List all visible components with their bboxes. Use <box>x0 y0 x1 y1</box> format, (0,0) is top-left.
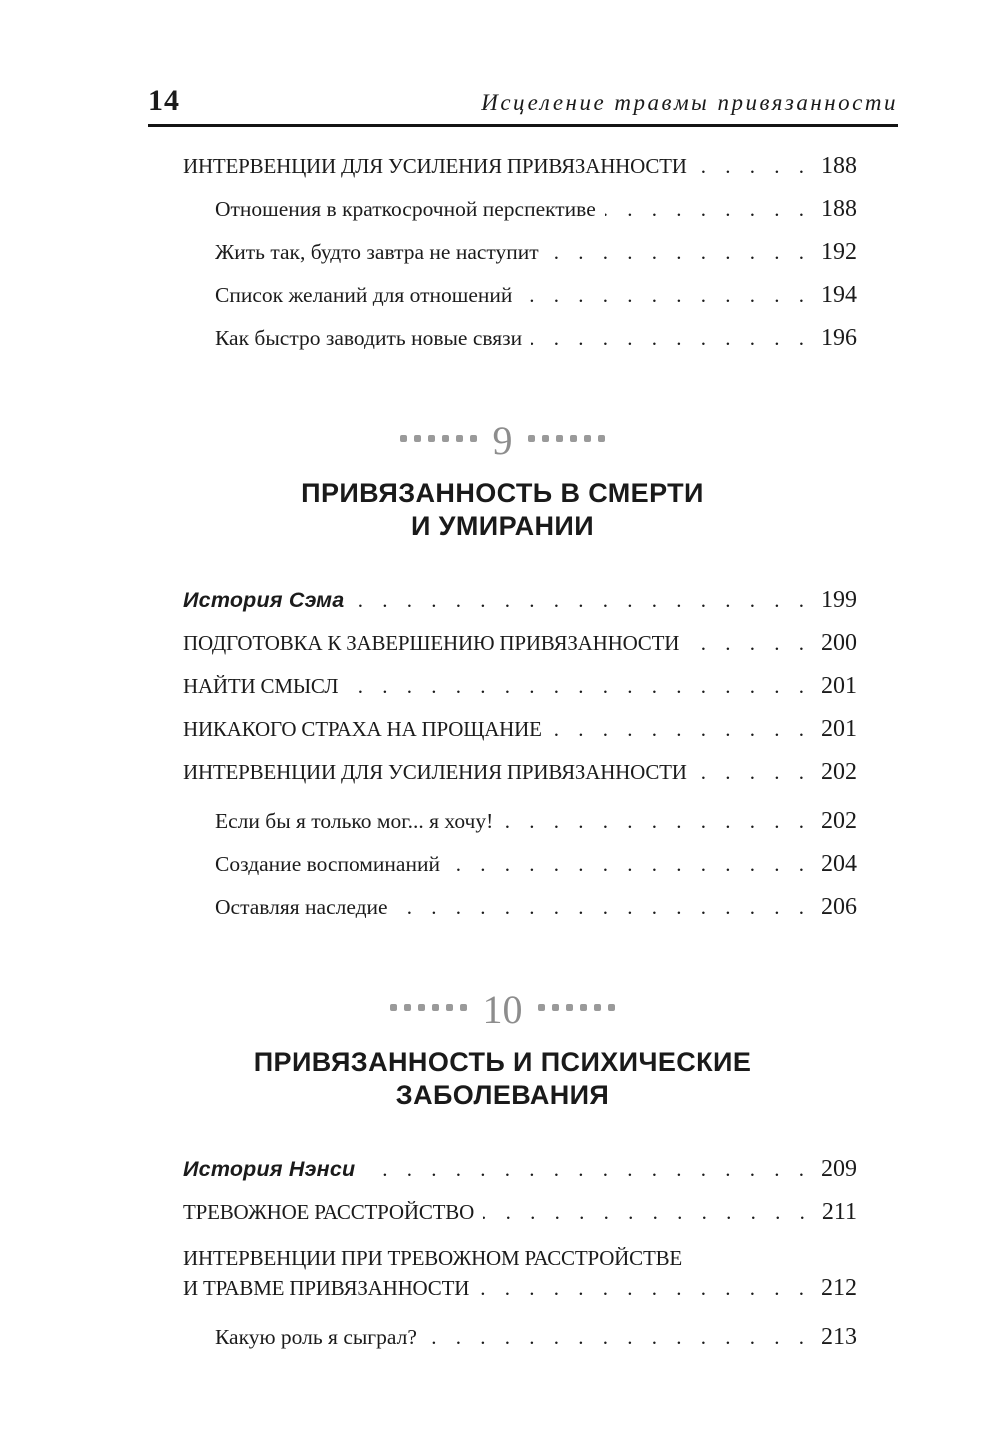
dot-leader <box>364 1156 811 1182</box>
toc-entry-label: Как быстро заводить новые связи <box>215 326 523 350</box>
toc-entry-page: 212 <box>821 1275 857 1301</box>
toc-entry <box>148 1324 857 1350</box>
toc-entry-page: 213 <box>821 1324 857 1350</box>
dot-leader <box>548 239 811 265</box>
toc-entry <box>148 759 857 785</box>
toc-entry-label: Создание воспоминаний <box>215 852 440 876</box>
toc-entry-label: ИНТЕРВЕНЦИИ ДЛЯ УСИЛЕНИЯ ПРИВЯЗАННОСТИ <box>183 154 687 178</box>
running-title: Исцеление травмы привязанности <box>481 90 898 115</box>
toc-entry <box>148 196 857 222</box>
toc-entry-page: 202 <box>821 808 857 834</box>
chapter-title-line: И УМИРАНИИ <box>410 511 595 541</box>
toc-entry-label-line2: И ТРАВМЕ ПРИВЯЗАННОСТИ <box>183 1276 470 1300</box>
dot-leader <box>531 325 811 351</box>
chapter-title <box>148 1046 857 1112</box>
toc-entry-page: 204 <box>821 851 857 877</box>
page-number: 14 <box>148 84 180 117</box>
toc-entry <box>148 851 857 877</box>
toc-entry-page: 201 <box>821 673 857 699</box>
toc-entry-page: 201 <box>821 716 857 742</box>
book-page <box>148 0 898 1350</box>
toc-entry-page: 200 <box>821 630 857 656</box>
dot-leader <box>502 808 811 834</box>
chapter-title-line: ПРИВЯЗАННОСТЬ В СМЕРТИ <box>301 478 704 508</box>
chapter-ornament <box>148 413 857 463</box>
toc-entry <box>148 1242 857 1301</box>
toc-entry-label: История Нэнси <box>183 1157 356 1181</box>
dot-leader <box>696 759 811 785</box>
dot-leader <box>696 153 811 179</box>
toc-entry-label-line1: ИНТЕРВЕНЦИИ ПРИ ТРЕВОЖНОМ РАССТРОЙСТВЕ <box>183 1246 683 1270</box>
toc-entry-label: ИНТЕРВЕНЦИИ ДЛЯ УСИЛЕНИЯ ПРИВЯЗАННОСТИ <box>183 760 687 784</box>
toc-entry-page: 202 <box>821 759 857 785</box>
toc-entry-page: 194 <box>821 282 857 308</box>
ornament-dots-left <box>397 435 481 442</box>
dot-leader <box>347 673 811 699</box>
dot-leader <box>397 894 811 920</box>
toc-entry <box>148 282 857 308</box>
dot-leader <box>483 1199 812 1225</box>
ornament-dots-left <box>387 1004 471 1011</box>
dot-leader <box>478 1275 811 1301</box>
toc-entry-label: Жить так, будто завтра не наступит <box>215 240 539 264</box>
dot-leader <box>449 851 811 877</box>
chapter-title <box>148 477 857 543</box>
toc-entry <box>148 673 857 699</box>
ornament-dots-right <box>525 435 609 442</box>
toc-entry-page: 196 <box>821 325 857 351</box>
toc-entry-page: 192 <box>821 239 857 265</box>
ornament-dots-right <box>535 1004 619 1011</box>
toc-entry-label: Список желаний для отношений <box>215 283 513 307</box>
toc-entry <box>148 808 857 834</box>
toc-entry-label: ТРЕВОЖНОЕ РАССТРОЙСТВО <box>183 1200 475 1224</box>
toc-entry-label: Если бы я только мог... я хочу! <box>215 809 494 833</box>
toc-entry <box>148 325 857 351</box>
chapter-number: 10 <box>482 987 523 1032</box>
toc-entry <box>148 1156 857 1182</box>
toc-entry-label: Оставляя наследие <box>215 895 388 919</box>
dot-leader <box>688 630 811 656</box>
chapter-title-line: ПРИВЯЗАННОСТЬ И ПСИХИЧЕСКИЕ <box>253 1047 752 1077</box>
toc-entry-page: 211 <box>821 1199 857 1225</box>
toc-entry-page: 209 <box>821 1156 857 1182</box>
chapter-title-line: ЗАБОЛЕВАНИЯ <box>395 1080 610 1110</box>
page-header <box>148 0 898 127</box>
chapter-number: 9 <box>492 418 513 463</box>
toc-entry <box>148 894 857 920</box>
toc-entry <box>148 630 857 656</box>
toc-entry-label: НАЙТИ СМЫСЛ <box>183 674 339 698</box>
toc-entry <box>148 716 857 742</box>
toc-entry-label: НИКАКОГО СТРАХА НА ПРОЩАНИЕ <box>183 717 542 741</box>
toc-entry <box>148 153 857 179</box>
dot-leader <box>426 1324 811 1350</box>
table-of-contents <box>148 153 898 1350</box>
toc-entry-label: Отношения в краткосрочной перспективе <box>215 197 596 221</box>
toc-entry-page: 206 <box>821 894 857 920</box>
toc-entry <box>148 239 857 265</box>
toc-entry <box>148 587 857 613</box>
chapter-ornament <box>148 982 857 1032</box>
toc-entry <box>148 1199 857 1225</box>
toc-entry-label: Какую роль я сыграл? <box>215 1325 417 1349</box>
dot-leader <box>353 587 811 613</box>
dot-leader <box>551 716 811 742</box>
toc-entry-label: ПОДГОТОВКА К ЗАВЕРШЕНИЮ ПРИВЯЗАННОСТИ <box>183 631 680 655</box>
dot-leader <box>605 196 811 222</box>
dot-leader <box>521 282 811 308</box>
toc-entry-page: 188 <box>821 153 857 179</box>
toc-entry-label: История Сэма <box>183 588 345 612</box>
toc-entry-page: 188 <box>821 196 857 222</box>
toc-entry-page: 199 <box>821 587 857 613</box>
